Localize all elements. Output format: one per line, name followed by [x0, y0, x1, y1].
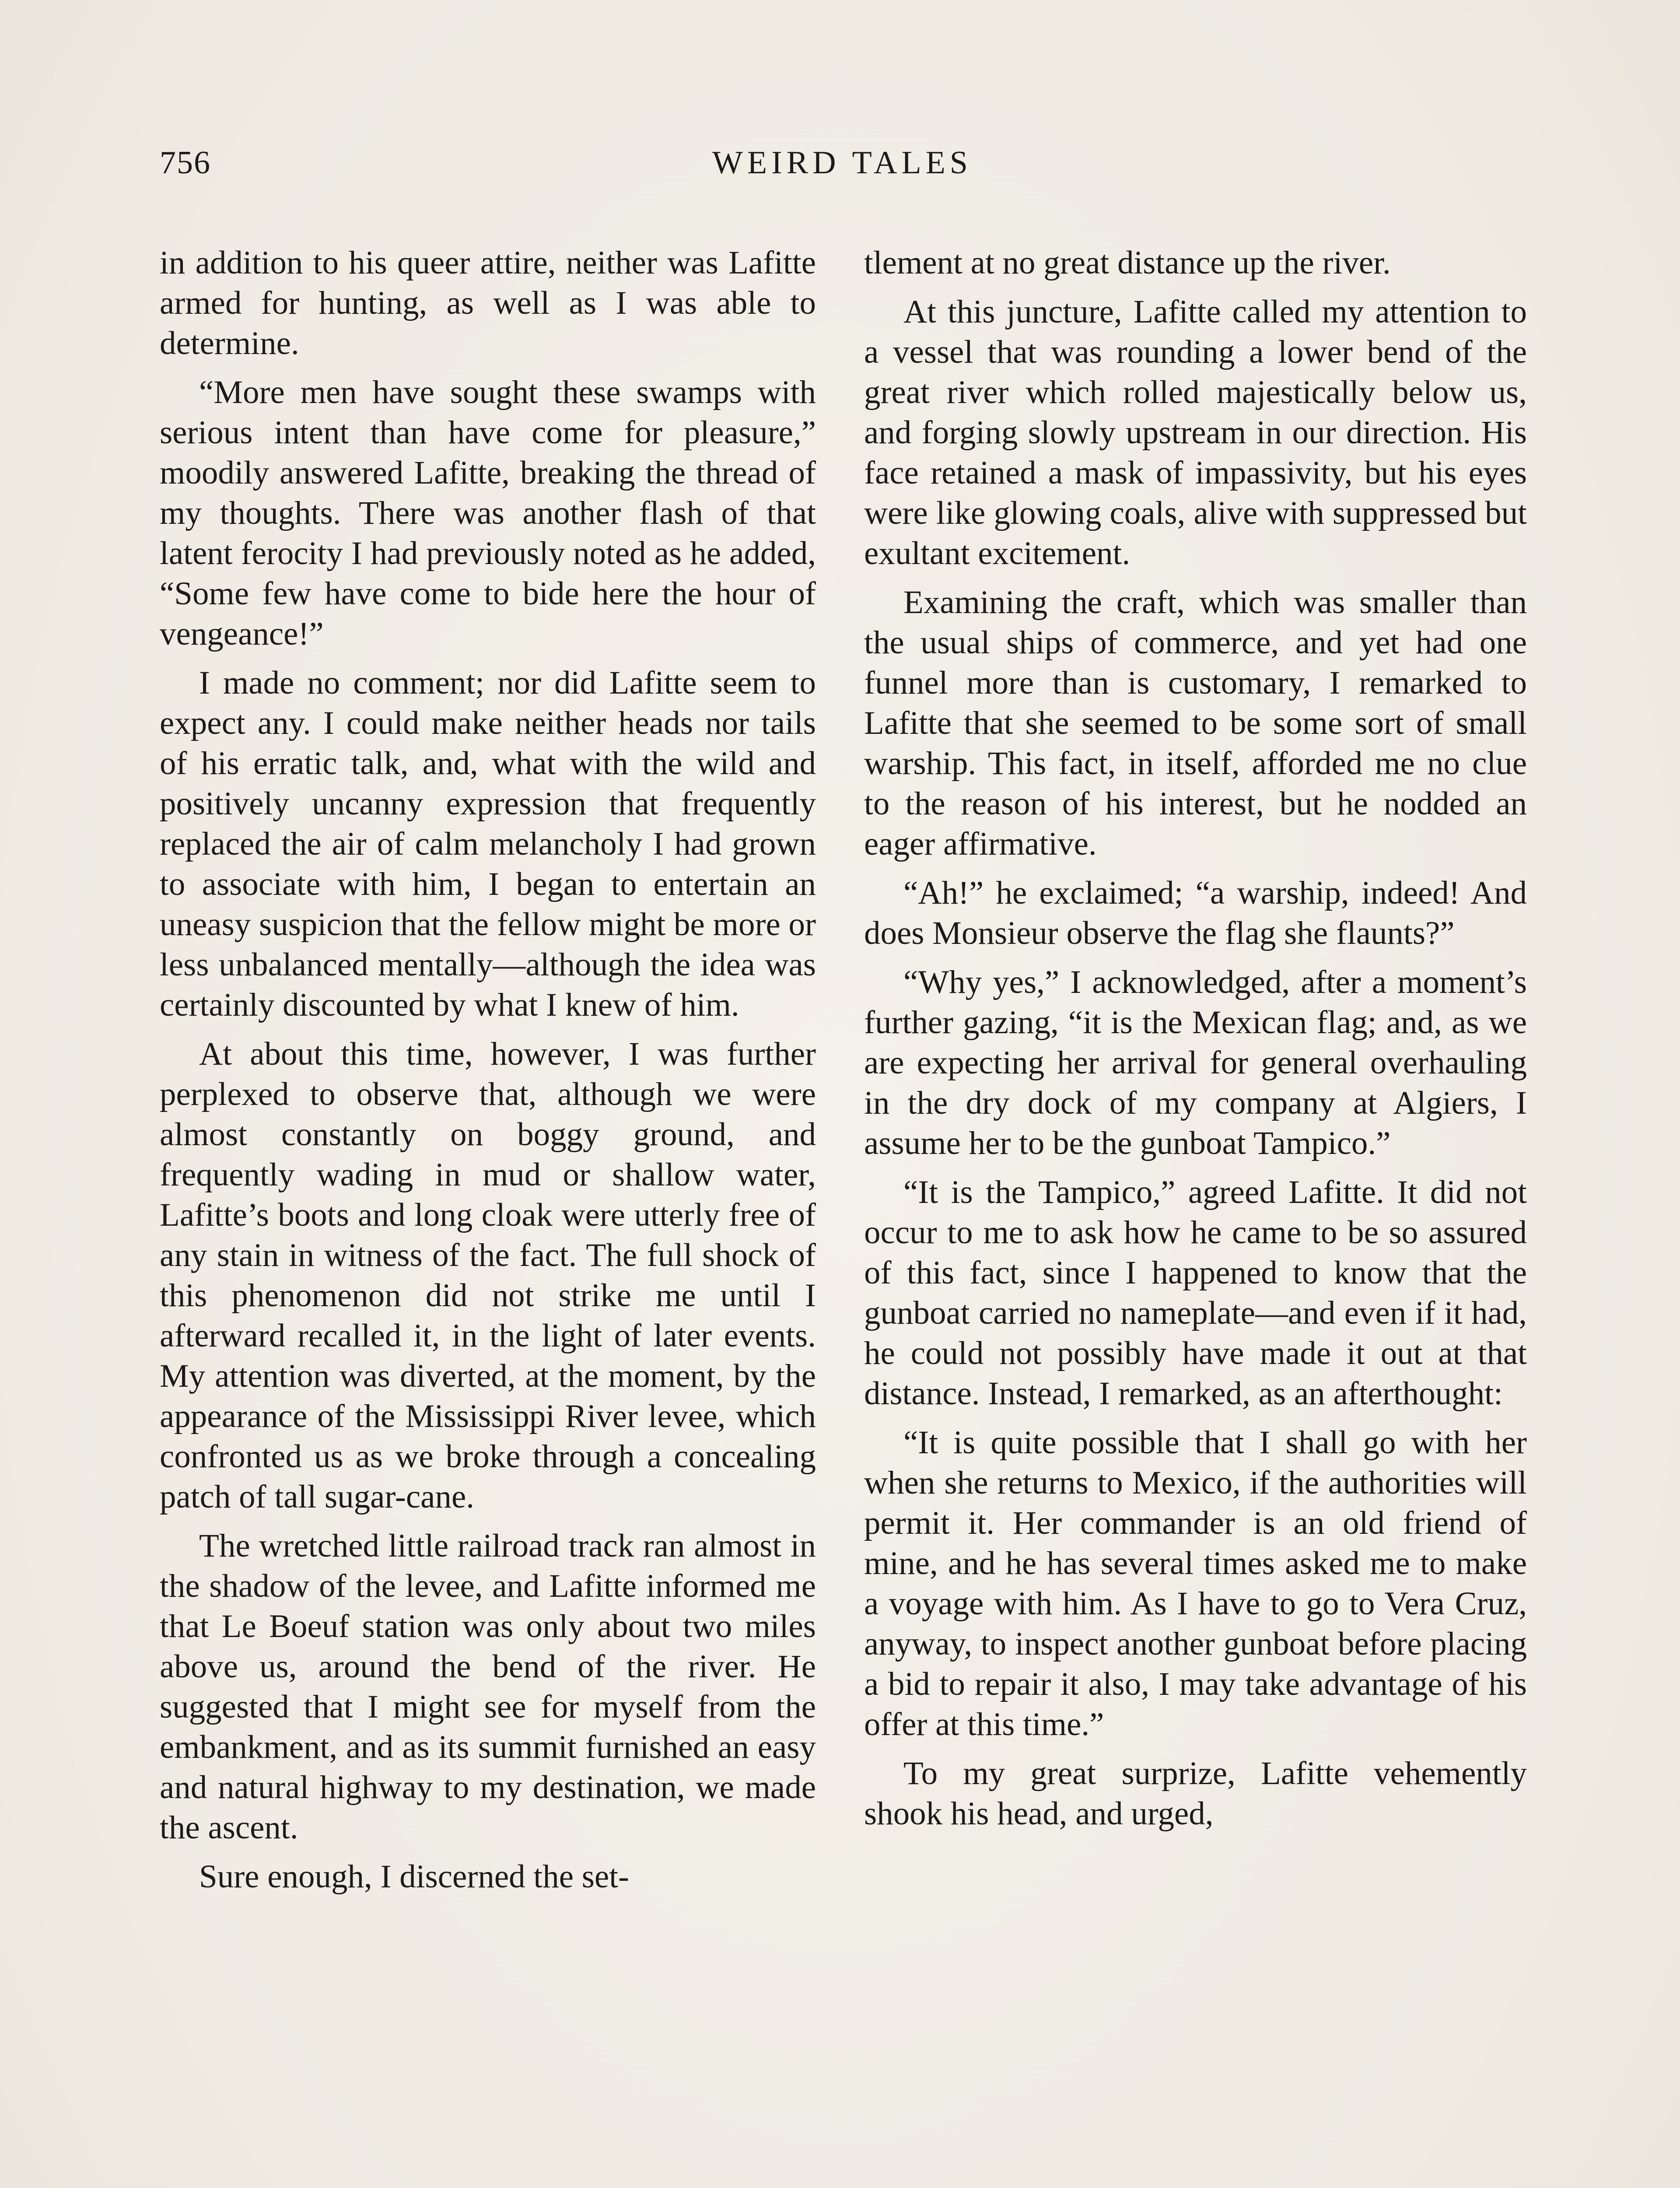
- paragraph: “It is quite possible that I shall go with her when she returns to Mexico, if the authorities will permit it. Her commander is an old friend of mine, and he has several times asked me to make a voyage with him. As I have to go to Vera Cruz, anyway, to inspect another gunboat before placing a bid to repair it also, I may take advantage of his offer at this time.”: [864, 1424, 1527, 1743]
- paragraph: tlement at no great distance up the river.: [864, 245, 1391, 281]
- paragraph: Sure enough, I discerned the set-: [199, 1858, 630, 1895]
- paragraph: I made no comment; nor did Lafitte seem to expect any. I could make neither heads nor tails of his erratic talk, and, what with the wild and positively uncanny expression that frequently replaced the air of calm melancholy I had grown to associate with him, I began to entertain an uneasy suspicion that the fellow might be more or less unbalanced mentally—although the idea was certainly discounted by what I knew of him.: [160, 665, 816, 1023]
- left-text-column: [160, 243, 816, 1906]
- paragraph: “Why yes,” I acknowledged, after a moment’s further gazing, “it is the Mexican flag; and, as we are expecting her arrival for general overhauling in the dry dock of my company at Algiers, I assume her to be the gunboat Tampico.”: [864, 964, 1527, 1161]
- running-title: WEIRD TALES: [712, 145, 972, 181]
- paragraph: At this juncture, Lafitte called my attention to a vessel that was rounding a lower bend of the great river which rolled majestically below us, and forging slowly upstream in our direction. His face retained a mask of impassivity, but his eyes were like glowing coals, alive with suppressed but exultant excitement.: [864, 294, 1527, 572]
- paragraph: The wretched little railroad track ran almost in the shadow of the levee, and Lafitte informed me that Le Boeuf station was only about two miles above us, around the bend of the river. He suggested that I might see for myself from the embankment, and as its summit furnished an easy and natural highway to my destination, we made the ascent.: [160, 1528, 816, 1846]
- paragraph: To my great surprize, Lafitte vehemently shook his head, and urged,: [864, 1755, 1527, 1832]
- paragraph: At about this time, however, I was further perplexed to observe that, although we were almost constantly on boggy ground, and frequently wading in mud or shallow water, Lafitte’s boots and long cloak were utterly free of any stain in witness of the fact. The full shock of this phenomenon did not strike me until I afterward recalled it, in the light of later events. My attention was diverted, at the moment, by the appearance of the Mississippi River levee, which confronted us as we broke through a concealing patch of tall sugar-cane.: [160, 1036, 816, 1515]
- right-text-column: [864, 243, 1527, 1843]
- paragraph: “More men have sought these swamps with serious intent than have come for pleasure,” moodily answered Lafitte, breaking the thread of my thoughts. There was another flash of that latent ferocity I had previously noted as he added, “Some few have come to bide here the hour of vengeance!”: [160, 374, 816, 652]
- paragraph: “Ah!” he exclaimed; “a warship, indeed! And does Monsieur observe the flag she flaunts?”: [864, 875, 1527, 951]
- page-header: [160, 144, 1525, 193]
- paragraph: Examining the craft, which was smaller than the usual ships of commerce, and yet had one funnel more than is customary, I remarked to Lafitte that she seemed to be some sort of small warship. This fact, in itself, afforded me no clue to the reason of his interest, but he nodded an eager affirmative.: [864, 584, 1527, 862]
- paragraph: in addition to his queer attire, neither was Lafitte armed for hunting, as well as I was able to determine.: [160, 245, 816, 361]
- page-number: 756: [160, 145, 211, 181]
- paragraph: “It is the Tampico,” agreed Lafitte. It did not occur to me to ask how he came to be so assured of this fact, since I happened to know that the gunboat carried no nameplate—and even if it had, he could not possibly have made it out at that distance. Instead, I remarked, as an afterthought:: [864, 1174, 1527, 1412]
